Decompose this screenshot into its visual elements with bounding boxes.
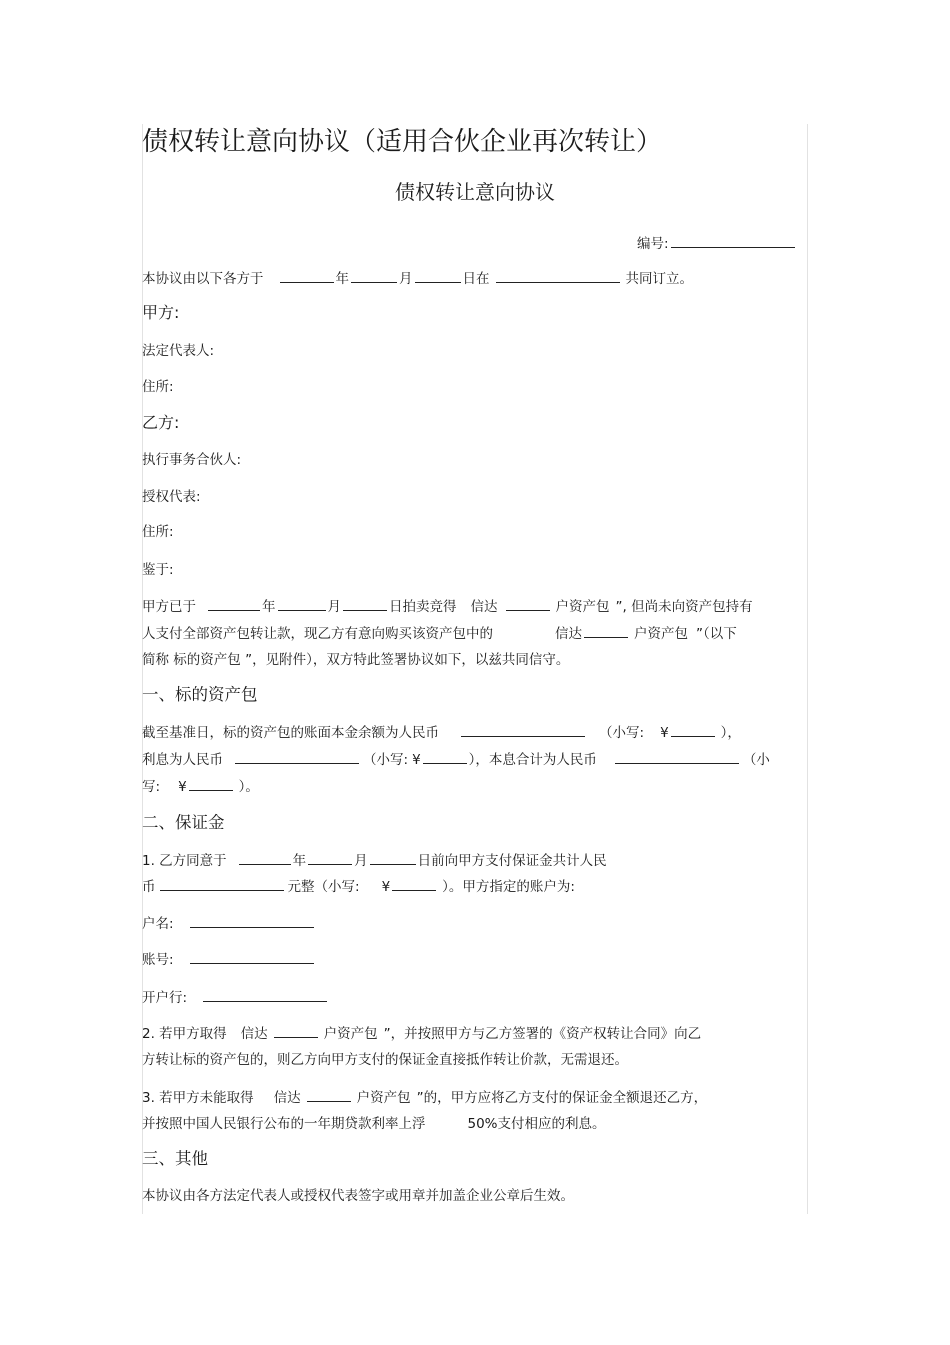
recital-text: 信达: [470, 599, 498, 615]
blank-field: [235, 749, 359, 764]
recital-text: ”（以下: [696, 626, 737, 642]
sec2-text: ”的，甲方应将乙方支付的保证金全额退还乙方，: [416, 1090, 708, 1106]
sec1-text: ），: [720, 725, 741, 741]
sec2-text: 1. 乙方同意于: [142, 853, 227, 869]
sec2-item-3-line-1: [142, 1087, 707, 1108]
intro-month: 月: [399, 271, 413, 287]
account-name-label: 户名:: [142, 916, 174, 932]
intro-day: 日在: [462, 271, 490, 287]
party-b-address: 住所:: [142, 524, 174, 540]
blank-field: [280, 268, 334, 283]
account-number-label: 账号:: [142, 952, 174, 968]
number-label: 编号:: [637, 236, 669, 252]
blank-field: [671, 722, 715, 737]
sec1-text: （小写:: [363, 752, 409, 768]
sec2-text: 2. 若甲方取得: [142, 1026, 227, 1042]
party-a-label: 甲方:: [142, 303, 180, 322]
yen-sign: ¥: [412, 752, 421, 768]
sec1-text: 写:: [142, 779, 161, 795]
blank-field: [343, 596, 387, 611]
sec1-line-2: [142, 749, 770, 770]
sec1-line-3: [142, 776, 259, 797]
blank-field: [506, 596, 550, 611]
blank-field: [308, 850, 352, 865]
blank-field: [208, 596, 260, 611]
yen-sign: ¥: [660, 725, 669, 741]
sec2-item-1-line-1: [142, 850, 607, 871]
party-a-rep: 法定代表人:: [142, 343, 215, 359]
sec2-text: 信达: [273, 1090, 301, 1106]
sec2-text: 户资产包: [323, 1026, 378, 1042]
recital-text: 月: [327, 599, 341, 615]
document-title: 债权转让意向协议（适用合伙企业再次转让）: [142, 127, 663, 157]
sec2-text: 3. 若甲方未能取得: [142, 1090, 254, 1106]
sec1-text: （小写:: [599, 725, 645, 741]
yen-sign: ¥: [178, 779, 187, 795]
sec2-text: 月: [354, 853, 368, 869]
sec2-text: 信达: [240, 1026, 268, 1042]
blank-field: [278, 596, 326, 611]
blank-field: [351, 268, 397, 283]
intro-text: 本协议由以下各方于: [142, 271, 264, 287]
blank-field: [307, 1087, 351, 1102]
recital-text: 人支付全部资产包转让款，现乙方有意向购买该资产包中的: [142, 626, 493, 642]
account-number-line: [142, 949, 316, 970]
bank-line: [142, 987, 329, 1008]
recital-text: 户资产包: [555, 599, 610, 615]
sec2-text: 年: [292, 853, 307, 869]
section-3-heading: 三、其他: [142, 1149, 208, 1168]
bank-label: 开户行:: [142, 990, 188, 1006]
sec1-text: 截至基准日，标的资产包的账面本金余额为人民币: [142, 725, 439, 741]
blank-field: [423, 749, 467, 764]
blank-field: [392, 876, 436, 891]
sec2-item-2-line-2: 方转让标的资产包的，则乙方向甲方支付的保证金直接抵作转让价款，无需退还。: [142, 1052, 628, 1068]
recital-text: 户资产包: [634, 626, 688, 642]
account-name-line: [142, 913, 316, 934]
blank-field: [160, 876, 284, 891]
blank-field: [189, 776, 233, 791]
blank-field: [274, 1023, 318, 1038]
number-blank: [671, 233, 795, 248]
bank-blank: [203, 987, 327, 1002]
number-line: [637, 233, 797, 254]
recital-line-1: [142, 596, 753, 617]
intro-year: 年: [335, 271, 349, 287]
blank-field: [461, 722, 585, 737]
recital-line-3: 简称 标的资产包 ”，见附件），双方特此签署协议如下，以兹共同信守。: [142, 652, 570, 668]
sec2-text: 并按照中国人民银行公布的一年期贷款利率上浮: [142, 1116, 426, 1132]
party-b-label: 乙方:: [142, 413, 180, 432]
blank-field: [615, 749, 739, 764]
sec2-item-3-line-2: [142, 1114, 606, 1134]
party-b-partner: 执行事务合伙人:: [142, 452, 242, 468]
recital-text: 日拍卖竞得: [389, 599, 457, 615]
section-3-body: 本协议由各方法定代表人或授权代表签字或用章并加盖企业公章后生效。: [142, 1188, 574, 1204]
whereas-label: 鉴于:: [142, 562, 174, 578]
sec2-text: 元整（小写:: [287, 879, 360, 895]
blank-field: [496, 268, 620, 283]
sec2-text: ”，并按照甲方与乙方签署的《资产权转让合同》向乙: [383, 1026, 702, 1042]
sec1-text: （小: [742, 752, 770, 768]
sec1-text: ），本息合计为人民币: [468, 752, 597, 768]
recital-line-2: [142, 623, 737, 644]
sec1-text: ）。: [238, 779, 259, 795]
party-b-auth: 授权代表:: [142, 489, 201, 505]
intro-end: 共同订立。: [625, 271, 693, 287]
sec1-text: 利息为人民币: [142, 752, 223, 768]
blank-field: [239, 850, 291, 865]
party-a-address: 住所:: [142, 379, 174, 395]
sec2-item-2-line-1: [142, 1023, 701, 1044]
recital-text: ”, 但尚未向资产包持有: [615, 599, 753, 615]
sec1-line-1: [142, 722, 741, 743]
blank-field: [370, 850, 416, 865]
recital-text: 信达: [555, 626, 582, 642]
sec2-text: 日前向甲方支付保证金共计人民: [417, 853, 607, 869]
section-2-heading: 二、保证金: [142, 813, 225, 832]
recital-text: 年: [262, 599, 276, 615]
sec2-item-1-line-2: [142, 876, 575, 897]
sec2-text: 币: [142, 879, 156, 895]
intro-line: [142, 268, 693, 289]
sec2-text: 50%支付相应的利息。: [467, 1116, 606, 1132]
section-1-heading: 一、标的资产包: [142, 685, 258, 704]
blank-field: [415, 268, 461, 283]
account-number-blank: [190, 949, 314, 964]
document-subtitle: 债权转让意向协议: [395, 180, 555, 204]
blank-field: [584, 623, 628, 638]
account-name-blank: [190, 913, 314, 928]
sec2-text: 户资产包: [356, 1090, 411, 1106]
sec2-text: ）。甲方指定的账户为:: [442, 879, 575, 895]
recital-text: 甲方已于: [142, 599, 196, 615]
yen-sign: ¥: [381, 879, 391, 895]
